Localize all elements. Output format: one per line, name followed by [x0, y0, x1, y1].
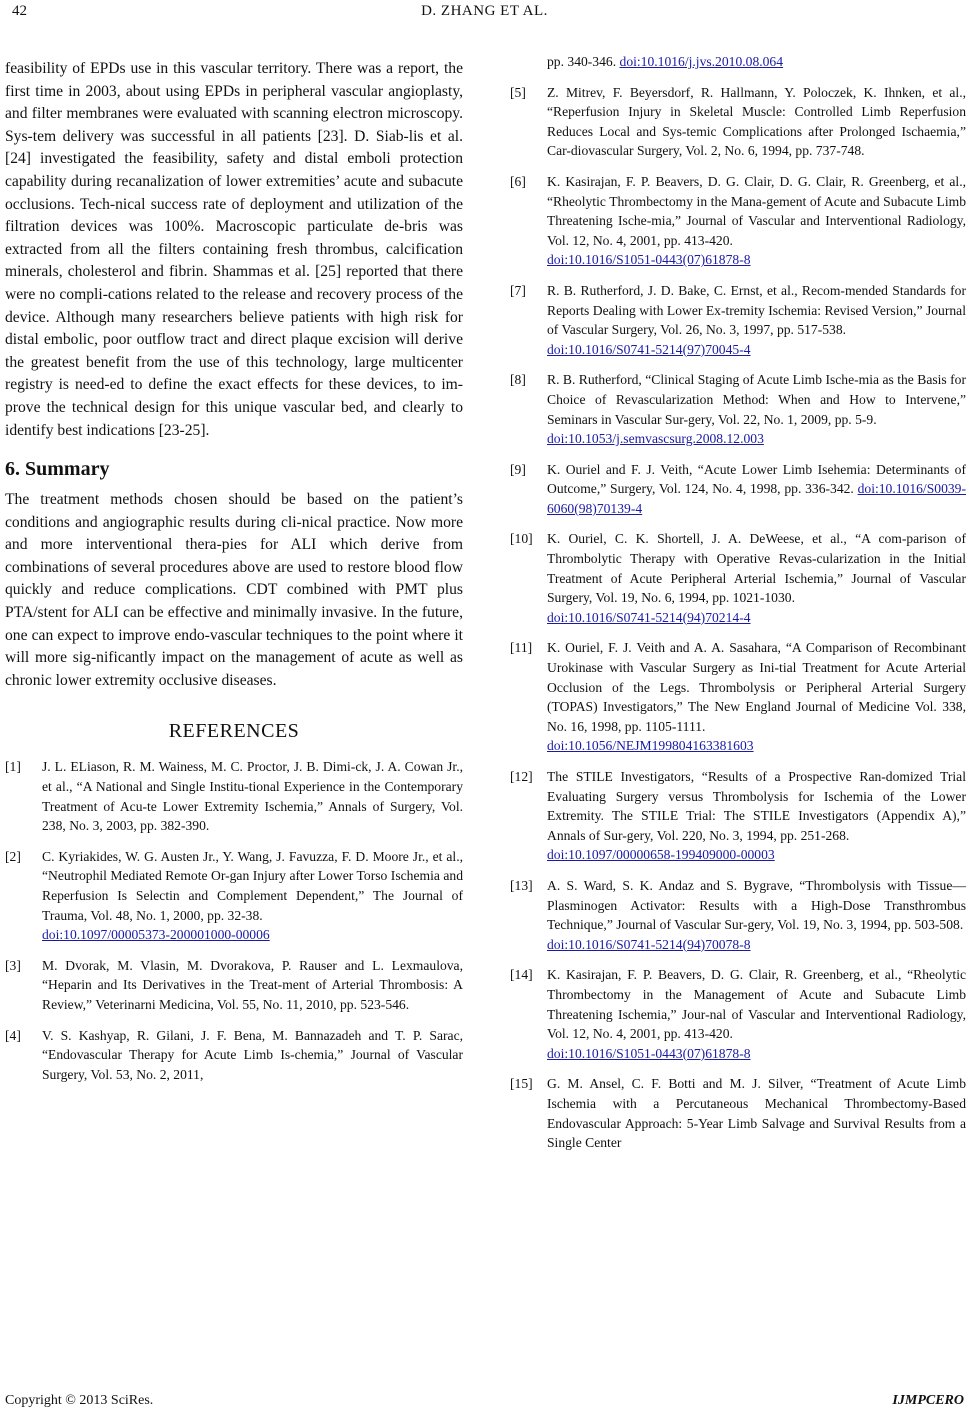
reference-doi-link[interactable]: doi:10.1056/NEJM199804163381603: [547, 738, 754, 754]
reference-number: [10]: [510, 531, 533, 547]
reference-item: [510, 638, 966, 756]
reference-item: [5, 1026, 463, 1085]
reference-text: K. Ouriel and F. J. Veith, “Acute Lower Limb Isehemia: Determinants of Outcome,” Surgery, Vol. 124, No. 4, 1998, pp. 336-342.: [547, 461, 966, 497]
page-number: 42: [12, 3, 27, 19]
reference-text: A. S. Ward, S. K. Andaz and S. Bygrave, “Thrombolysis with Tissue—Plasminogen Activator: Results with a High-Dose Transthrombus Technique,” Journal of Vascular Sur-gery, Vol. 19, No. 3, 1994, pp. 503-508.: [547, 877, 966, 933]
reference-text: The STILE Investigators, “Results of a Prospective Ran-domized Trial Evaluating Surgery versus Thrombolysis for Ischemia of the Lower Extremity. The STILE Trial: The STILE Investigators (Appendix A),” Annals of Sur-gery, Vol. 220, No. 3, 1994, pp. 251-268.: [547, 769, 966, 843]
reference-text: V. S. Kashyap, R. Gilani, J. F. Bena, M. Bannazadeh and T. P. Sarac, “Endovascular Therapy for Acute Limb Is-chemia,” Journal of Vascular Surgery, Vol. 53, No. 2, 2011,: [42, 1027, 463, 1082]
reference-number: [12]: [510, 769, 533, 784]
reference-number: [1]: [5, 759, 21, 775]
reference-item: [510, 172, 966, 270]
reference-doi-link[interactable]: doi:10.1016/S1051-0443(07)61878-8: [547, 1045, 751, 1061]
reference-item: [5, 757, 463, 835]
reference-item: [510, 1074, 966, 1152]
paragraph-intro: feasibility of EPDs use in this vascular territory. There was a report, the first time in 2003, about using EPDs in peripheral vascular angioplasty, and filter membranes were evaluated with scanning electron microscopy. Sys-tem delivery was successful in all patients [23]. D. Siab-lis et al. [24] investigated the feasibility, safety and distal emboli protection capability during recanalization of lower extremities’ acute and subacute occlusions. Tech-nical success rate of deployment and utilization of the filtration devices was 100%. Macroscopic particulate de-bris was extracted from all the filters containing fresh thrombus, calcification minerals, cholesterol and fibrin. Shammas et al. [25] reported that there were no compli-cations related to the release and recovery process of the device. Although many researchers believe patients with high risk for distal embolic, poor outflow tract and direct plaque excision will derive the greatest benefit from the use of this technology, large multicenter registry is need-ed to define the exact effects for these devices, to im-prove the technical design for this unique vascular bed, and clearly to identify best indications [23-25].: [5, 60, 463, 439]
reference-number: [8]: [510, 372, 526, 388]
reference-item: [510, 965, 966, 1063]
running-title: D. ZHANG ET AL.: [421, 3, 548, 19]
reference-item: [510, 370, 966, 448]
right-column: [510, 52, 966, 1164]
reference-text: pp. 340-346.: [547, 54, 617, 69]
reference-item: [5, 847, 463, 945]
reference-text: K. Ouriel, F. J. Veith and A. A. Sasahara, “A Comparison of Recombinant Urokinase with Vascular Surgery as Ini-tial Treatment for Acute Arterial Occlusion of the Legs. Thrombolysis or Peripheral Arterial Surgery (TOPAS) Investigators,” The New England Journal of Medicine Vol. 338, No. 16, 1998, pp. 1105-1111.: [547, 640, 966, 734]
reference-number: [9]: [510, 461, 526, 477]
reference-text: R. B. Rutherford, “Clinical Staging of Acute Limb Ische-mia as the Basis for Choice of Revascularization Method: When and How to Intervene,” Seminars in Vascular Sur-gery, Vol. 22, No. 1, 2009, pp. 5-9.: [547, 372, 966, 427]
reference-doi-link[interactable]: doi:10.1016/S0039-6060(98)70139-4: [547, 481, 966, 516]
reference-doi-link[interactable]: doi:10.1016/S0741-5214(94)70078-8: [547, 936, 751, 952]
paragraph-summary: The treatment methods chosen should be based on the patient’s conditions and angiographic results during cli-nical practice. Now more and more interventional thera-pies for ALI which derive from combinations of several procedures above are used to restore blood flow quickly and reduce complications. CDT combined with PMT plus PTA/stent for ALI can be effective and minimally invasive. In the future, one can expect to improve endo-vascular techniques to the point where it will more sig-nificantly impact on the management of acute as well as chronic lower extremity occlusive diseases.: [5, 491, 463, 689]
reference-doi-link[interactable]: doi:10.1097/00005373-200001000-00006: [42, 927, 270, 943]
reference-item: [510, 529, 966, 627]
reference-number: [13]: [510, 877, 533, 893]
reference-item: [510, 83, 966, 161]
reference-doi-link[interactable]: doi:10.1097/00000658-199409000-00003: [547, 847, 775, 863]
reference-doi-link[interactable]: doi:10.1016/j.jvs.2010.08.064: [619, 54, 784, 69]
reference-doi-link[interactable]: doi:10.1016/S1051-0443(07)61878-8: [547, 252, 751, 268]
reference-item: [510, 767, 966, 865]
reference-text: J. L. ELiason, R. M. Wainess, M. C. Proctor, J. B. Dimi-ck, J. A. Cowan Jr., et al., “A National and Single Institu-tional Experience in the Contemporary Treatment of Acu-te Lower Extremity Ischemia,” Annals of Surgery, Vol. 238, No. 3, 2003, pp. 382-390.: [42, 759, 463, 834]
section-title-summary: 6. Summary: [5, 458, 110, 481]
reference-item: [510, 281, 966, 359]
reference-text: Z. Mitrev, F. Beyersdorf, R. Hallmann, Y. Poloczek, K. Ihnken, et al., “Reperfusion Injury in Skeletal Muscle: Controlled Limb Reperfusion Reduces Local and Sys-temic Complications after Prolonged Ischaemia,” Car-diovascular Surgery, Vol. 2, No. 6, 1994, pp. 737-748.: [547, 84, 966, 159]
reference-text: C. Kyriakides, W. G. Austen Jr., Y. Wang, J. Favuzza, F. D. Moore Jr., et al., “Neutrophil Mediated Remote Or-gan Injury after Lower Torso Ischemia and Reperfusion Is Selectin and Complement Dependent,” The Journal of Trauma, Vol. 48, No. 1, 2000, pp. 32-38.: [42, 848, 463, 923]
reference-item: [510, 460, 966, 519]
reference-text: K. Ouriel, C. K. Shortell, J. A. DeWeese, et al., “A com-parison of Thrombolytic Therapy with Operative Revas-cularization in the Initial Treatment of Acute Peripheral Arterial Ischemia,” Journal of Vascular Surgery, Vol. 19, No. 6, 1994, pp. 1021-1030.: [547, 531, 966, 606]
reference-number: [14]: [510, 967, 533, 983]
copyright-notice: Copyright © 2013 SciRes.: [5, 1393, 154, 1408]
reference-number: [3]: [5, 957, 21, 973]
page-footer: [0, 1393, 969, 1414]
reference-text: K. Kasirajan, F. P. Beavers, D. G. Clair, D. G. Clair, R. Greenberg, et al., “Rheolytic Thrombectomy in the Mana-gement of Acute and Subacute Limb Threatening Ische-mia,” Journal of Vascular and Interventional Radiology, Vol. 12, No. 4, 2001, pp. 413-420.: [547, 173, 966, 248]
reference-number: [15]: [510, 1076, 533, 1092]
reference-doi-link[interactable]: doi:10.1053/j.semvascsurg.2008.12.003: [547, 431, 764, 447]
reference-text: K. Kasirajan, F. P. Beavers, D. G. Clair, R. Greenberg, et al., “Rheolytic Thrombectomy in the Management of Acute and Subacute Limb Threatening Ischemia,” Jour-nal of Vascular and Interventional Radiology, Vol. 12, No. 4, 2001, pp. 413-420.: [547, 967, 966, 1042]
reference-number: [2]: [5, 848, 21, 864]
reference-number: [5]: [510, 84, 526, 100]
left-column: [5, 58, 463, 1095]
journal-abbreviation: IJMPCERO: [892, 1393, 964, 1408]
reference-number: [6]: [510, 173, 526, 189]
reference-doi-link[interactable]: doi:10.1016/S0741-5214(94)70214-4: [547, 609, 751, 625]
reference-number: [7]: [510, 282, 526, 298]
reference-text: G. M. Ansel, C. F. Botti and M. J. Silver, “Treatment of Acute Limb Ischemia with a Percutaneous Mechanical Thrombectomy-Based Endovascular Approach: 5-Year Limb Salvage and Survival Results from a Single Center: [547, 1076, 966, 1151]
reference-item: [5, 956, 463, 1015]
reference-number: [4]: [5, 1027, 21, 1043]
reference-doi-link[interactable]: doi:10.1016/S0741-5214(97)70045-4: [547, 341, 751, 357]
reference-continuation: [510, 52, 966, 72]
running-head: [0, 0, 969, 32]
reference-item: [510, 876, 966, 954]
reference-text: R. B. Rutherford, J. D. Bake, C. Ernst, et al., Recom-mended Standards for Reports Dealing with Lower Ex-tremity Ischemia: Revised Version,” Journal of Vascular Surgery, Vol. 26, No. 3, 1997, pp. 517-538.: [547, 282, 966, 338]
reference-number: [11]: [510, 640, 533, 656]
references-heading: REFERENCES: [168, 720, 300, 743]
reference-text: M. Dvorak, M. Vlasin, M. Dvorakova, P. Rauser and L. Lexmaulova, “Heparin and Its Derivatives in the Treat-ment of Arterial Thrombosis: A Review,” Veterinarni Medicina, Vol. 55, No. 11, 2010, pp. 523-546.: [42, 957, 463, 1012]
